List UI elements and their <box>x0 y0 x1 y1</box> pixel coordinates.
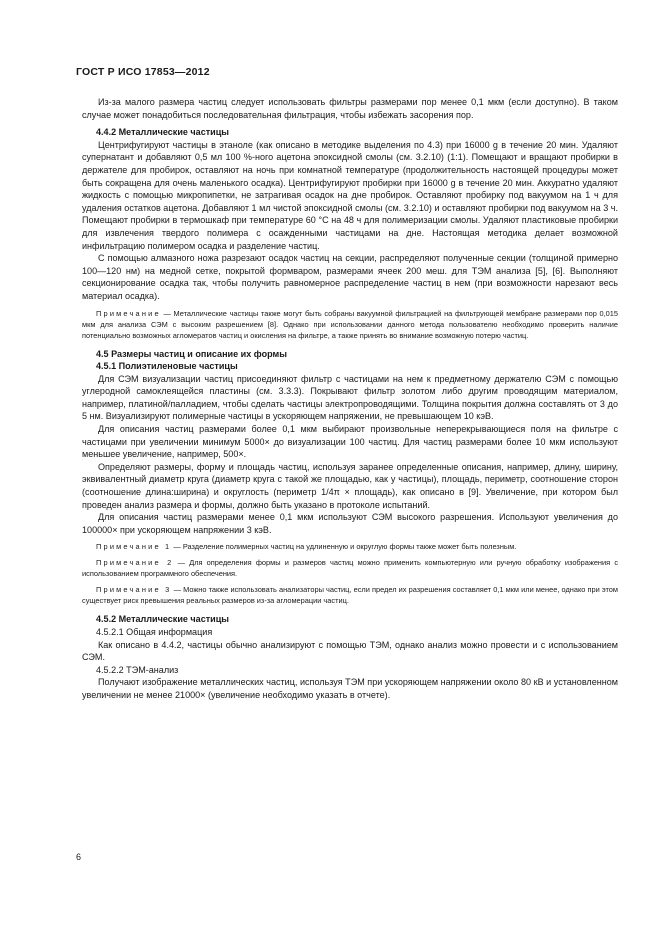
paragraph-tem-general: Как описано в 4.4.2, частицы обычно анализируют с помощью ТЭМ, однако анализ можно провести и с использованием СЭМ. <box>82 639 618 663</box>
document-body <box>82 96 618 702</box>
note-label: Примечание 3 <box>96 585 172 595</box>
subsection-heading-4-5-2-1: 4.5.2.1 Общая информация <box>96 627 213 637</box>
page-number: 6 <box>76 852 82 862</box>
note-1 <box>82 541 618 552</box>
section-heading-4-5-2: 4.5.2 Металлические частицы <box>96 614 230 625</box>
paragraph-particle-description: Для описания частиц размерами более 0,1 мкм выбирают произвольные неперекрывающиеся поля на фильтре с частицами при увеличении минимум 5000× до визуализации 100 частиц. Для частиц размерами более 10 мкм используют меньшее увеличение, например, 500×. <box>82 424 618 460</box>
note-label: Примечание 2 <box>96 558 174 568</box>
paragraph-size-shape: Определяют размеры, форму и площадь частиц, используя заранее определенные описания, например, длину, ширину, эквивалентный диаметр круга (диаметр круга с такой же площадью, как у частицы), площадь, периметр, соотношение сторон (соотношение длина:ширина) и округлость (периметр 1/4π × площадь), как описано в [9]. Увеличение, при котором был проведен анализ размера и формы, должно быть указано в протоколе испытаний. <box>82 461 618 510</box>
note-text: — Металлические частицы также могут быть собраны вакуумной фильтрацией на фильтрующей мембране размерами пор 0,015 мкм для анализа СЭМ с высоким разрешением [8]. Однако при использовании данного метода пользователю необходимо проверить наличие потенциально возможных агломератов частиц и окисления на фильтре, а также принять во внимание возможную потерю частиц. <box>82 308 618 340</box>
note-2 <box>82 557 618 579</box>
paragraph-centrifuge: Центрифугируют частицы в этаноле (как описано в методике выделения по 4.3) при 16000 g в течение 20 мин. Удаляют супернатант и добавляют 0,5 мл 100 %-ного ацетона эпоксидной смолы (см. 3.2.10) (1:1). Помещают и вращают пробирки в держателе для пробирок, оставляют на ночь при комнатной температуре (продолжительность настоящей процедуры может быть сокращена для очень маленького осадка). Центрифугируют пробирки при 16000 g в течение 20 мин. Аккуратно удаляют жидкость с помощью микропипетки, не затрагивая осадок на дне пробирок. Оставляют пробирку под вакуумом на 1 ч для удаления остатков ацетона. Добавляют 1 мл чистой эпоксидной смолы (см. 3.2.10) и оставляют пробирки под вакуумом на 3 ч. Помещают пробирки в термошкаф при температуре 60 °С на 48 ч для полимеризации смолы. Удаляют пластиковые пробирки для извлечения твердого полимера с осажденными частицами на дне. Настоящая методика делает возможной инфильтрацию полимером осадка и разделение частиц. <box>82 139 618 251</box>
note-3 <box>82 584 618 606</box>
note-label: Примечание 1 <box>96 542 172 552</box>
section-heading-4-5-1: 4.5.1 Полиэтиленовые частицы <box>96 361 238 372</box>
paragraph-filter-size: Из-за малого размера частиц следует использовать фильтры размерами пор менее 0,1 мкм (если доступно). В таком случае может понадобиться последовательная фильтрация, чтобы избежать засорения пор. <box>82 97 618 120</box>
section-heading-4-4-2: 4.4.2 Металлические частицы <box>96 127 230 138</box>
paragraph-diamond-knife: С помощью алмазного ножа разрезают осадок частиц на секции, распределяют полученные секции (толщиной примерно 100—120 нм) на медной сетке, покрытой формваром, размерами ячеек 200 меш. для ТЭМ анализа [5], [6]. Выполняют секционирование осадка так, чтобы получить равномерное распределение частиц в нем (при возможности нарезают весь материал осадка). <box>82 253 618 301</box>
document-header: ГОСТ Р ИСО 17853—2012 <box>76 66 210 78</box>
note-text: — Для определения формы и размеров частиц можно применить компьютерную или ручную обработку изображения с использованием программного обеспечения. <box>82 558 619 579</box>
subsection-heading-4-5-2-2: 4.5.2.2 ТЭМ-анализ <box>96 664 179 675</box>
note-metal-particles <box>82 308 618 341</box>
note-label: Примечание <box>96 308 161 318</box>
note-text: — Можно также использовать анализаторы частиц, если предел их разрешения составляет 0,1 мкм или менее, однако при этом существует риск превышения реальных размеров из-за агломерации частиц. <box>82 585 618 606</box>
note-text: — Разделение полимерных частиц на удлиненную и округлую формы также может быть полезным. <box>173 542 517 552</box>
paragraph-sem-visualization: Для СЭМ визуализации частиц присоединяют фильтр с частицами на нем к предметному держателю СЭМ с помощью углеродной самоклеящейся пластины (см. 3.3.3). Покрывают фильтр золотом либо другим проводящим материалом, например, платиной/палладием, чтобы сделать частицы электропроводящими. Толщина покрытия должна составлять от 3 до 5 нм. Визуализируют полимерные частицы в ускоряющем напряжении, не превышающем 10 кэВ. <box>82 373 618 422</box>
paragraph-tem-analysis: Получают изображение металлических частиц, используя ТЭМ при ускоряющем напряжении около 80 кВ и установленном увеличении не менее 21000× (увеличение необходимо указать в отчете). <box>82 677 618 700</box>
paragraph-high-resolution: Для описания частиц размерами менее 0,1 мкм используют СЭМ высокого разрешения. Используют увеличения до 100000× при ускоряющем напряжении 3 кэВ. <box>82 512 618 535</box>
section-heading-4-5: 4.5 Размеры частиц и описание их формы <box>96 348 287 359</box>
